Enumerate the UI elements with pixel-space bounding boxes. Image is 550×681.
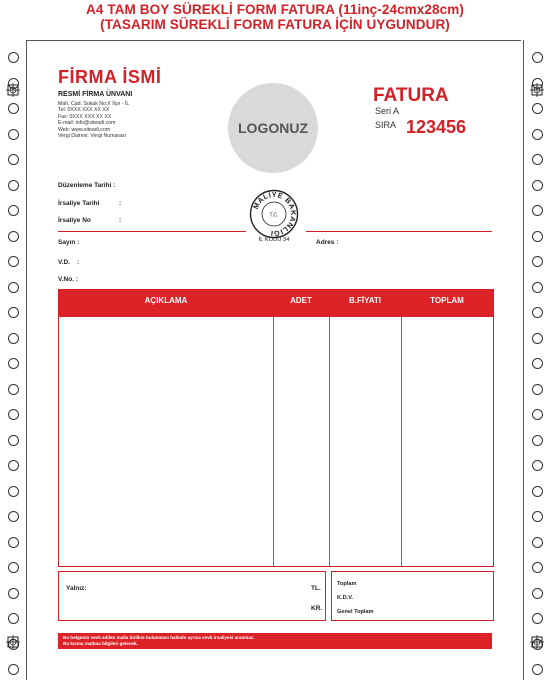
feed-hole xyxy=(8,384,19,395)
column-divider xyxy=(401,317,402,566)
feed-hole xyxy=(8,460,19,471)
feed-hole xyxy=(8,588,19,599)
company-official-title: RESMİ FİRMA ÜNVANI xyxy=(58,91,133,98)
feed-hole xyxy=(8,129,19,140)
company-address: Mah. Cad. Sokak No:X İlçe - İL xyxy=(58,101,130,107)
company-fax: Fax: 0XXX XXX XX XX xyxy=(58,113,112,120)
feed-hole xyxy=(8,511,19,522)
feed-hole xyxy=(532,333,543,344)
feed-hole xyxy=(532,588,543,599)
footer-line-2: Bu kısma matbaa bilgileri gelecek. xyxy=(63,640,138,646)
feed-hole xyxy=(8,52,19,63)
separator-right xyxy=(306,231,492,232)
separator-left xyxy=(58,231,246,232)
column-divider xyxy=(273,317,274,566)
feed-hole xyxy=(532,129,543,140)
province-code: İL KODU 34 xyxy=(258,237,290,243)
waybill-no-label: İrsaliye No xyxy=(58,217,91,224)
ministry-seal xyxy=(249,189,299,239)
feed-hole xyxy=(8,409,19,420)
tl-label: TL. xyxy=(311,585,321,592)
footer-notice xyxy=(63,635,255,646)
column-quantity: ADET xyxy=(290,296,312,305)
waybill-no-colon: : xyxy=(119,217,122,224)
feed-hole xyxy=(8,562,19,573)
vat-label: K.D.V. xyxy=(337,595,353,601)
kr-label: KR. xyxy=(311,605,323,612)
page-heading: A4 TAM BOY SÜREKLİ FORM FATURA (11inç-24cmx28cm) xyxy=(86,2,464,17)
feed-hole xyxy=(532,205,543,216)
feed-hole xyxy=(532,256,543,267)
seal-ring-text: MALİYE BAKANLIĞI xyxy=(250,189,299,239)
column-unit-price: B.FİYATI xyxy=(348,296,381,305)
customer-label: Sayın : xyxy=(58,239,80,246)
feed-hole xyxy=(532,358,543,369)
registration-mark-icon xyxy=(6,635,20,649)
feed-hole xyxy=(532,486,543,497)
feed-hole xyxy=(8,435,19,446)
feed-hole xyxy=(532,180,543,191)
company-contact-info xyxy=(58,101,129,139)
feed-hole xyxy=(532,103,543,114)
address-label: Adres : xyxy=(316,239,339,246)
feed-hole xyxy=(8,103,19,114)
tax-number-label: V.No. : xyxy=(58,276,78,283)
feed-hole xyxy=(532,664,543,675)
feed-hole xyxy=(8,205,19,216)
feed-hole xyxy=(532,460,543,471)
feed-hole xyxy=(532,384,543,395)
feed-hole xyxy=(532,154,543,165)
tax-office-label: V.D. xyxy=(58,259,71,266)
items-table xyxy=(58,289,494,567)
waybill-date-label: İrsaliye Tarihi xyxy=(58,200,100,207)
feed-hole xyxy=(532,435,543,446)
in-words-label: Yalnız: xyxy=(66,585,87,592)
feed-hole xyxy=(8,256,19,267)
feed-hole xyxy=(532,537,543,548)
feed-hole xyxy=(8,282,19,293)
company-name: FİRMA İSMİ xyxy=(58,67,162,87)
waybill-date-colon: : xyxy=(119,200,122,207)
column-divider xyxy=(329,317,330,566)
feed-hole xyxy=(532,511,543,522)
seal-center-text: T.C. xyxy=(269,212,279,219)
footer-line-1: Bu belgenin sevk edilen malla birlikte bulunması halinde ayrıca sevk irsaliyesi aranmaz. xyxy=(63,635,255,640)
column-description: AÇIKLAMA xyxy=(144,296,188,305)
feed-hole xyxy=(8,664,19,675)
feed-hole xyxy=(532,231,543,242)
company-web: Web: www.siteadi.com xyxy=(58,126,111,133)
invoice-title: FATURA xyxy=(373,85,449,106)
feed-hole xyxy=(8,231,19,242)
feed-hole xyxy=(532,282,543,293)
registration-mark-icon xyxy=(530,635,544,649)
items-table-header xyxy=(59,290,493,317)
invoice-number: 123456 xyxy=(406,117,467,137)
feed-hole xyxy=(532,409,543,420)
feed-hole xyxy=(8,358,19,369)
feed-hole xyxy=(532,613,543,624)
feed-hole xyxy=(8,486,19,497)
logo-placeholder xyxy=(228,83,318,173)
company-email: E-mail: info@siteadi.com xyxy=(58,120,116,127)
feed-hole xyxy=(8,613,19,624)
company-tel: Tel: 0XXX XXX XX XX xyxy=(58,107,110,114)
subtotal-label: Toplam xyxy=(337,581,357,587)
invoice-sira-label: SIRA xyxy=(375,120,397,130)
issue-date-label: Düzenleme Tarihi : xyxy=(58,182,116,189)
logo-text: LOGONUZ xyxy=(238,120,308,136)
feed-hole xyxy=(532,52,543,63)
company-tax-office: Vergi Dairesi: Vergi Numarası xyxy=(58,133,127,140)
feed-hole xyxy=(532,307,543,318)
feed-hole xyxy=(8,307,19,318)
invoice-series: Seri A xyxy=(375,106,400,116)
amount-in-words-box xyxy=(58,571,326,621)
feed-hole xyxy=(8,154,19,165)
right-feed-strip xyxy=(523,40,550,680)
feed-hole xyxy=(8,537,19,548)
column-total: TOPLAM xyxy=(430,296,464,305)
feed-hole xyxy=(8,333,19,344)
registration-mark-icon xyxy=(6,83,20,97)
page-subheading: (TASARIM SÜREKLİ FORM FATURA İÇİN UYGUNDUR) xyxy=(100,17,450,32)
registration-mark-icon xyxy=(530,83,544,97)
tax-office-colon: : xyxy=(77,259,80,266)
feed-hole xyxy=(8,180,19,191)
grand-total-label: Genel Toplam xyxy=(337,609,374,615)
feed-hole xyxy=(532,562,543,573)
left-feed-strip xyxy=(0,40,27,680)
